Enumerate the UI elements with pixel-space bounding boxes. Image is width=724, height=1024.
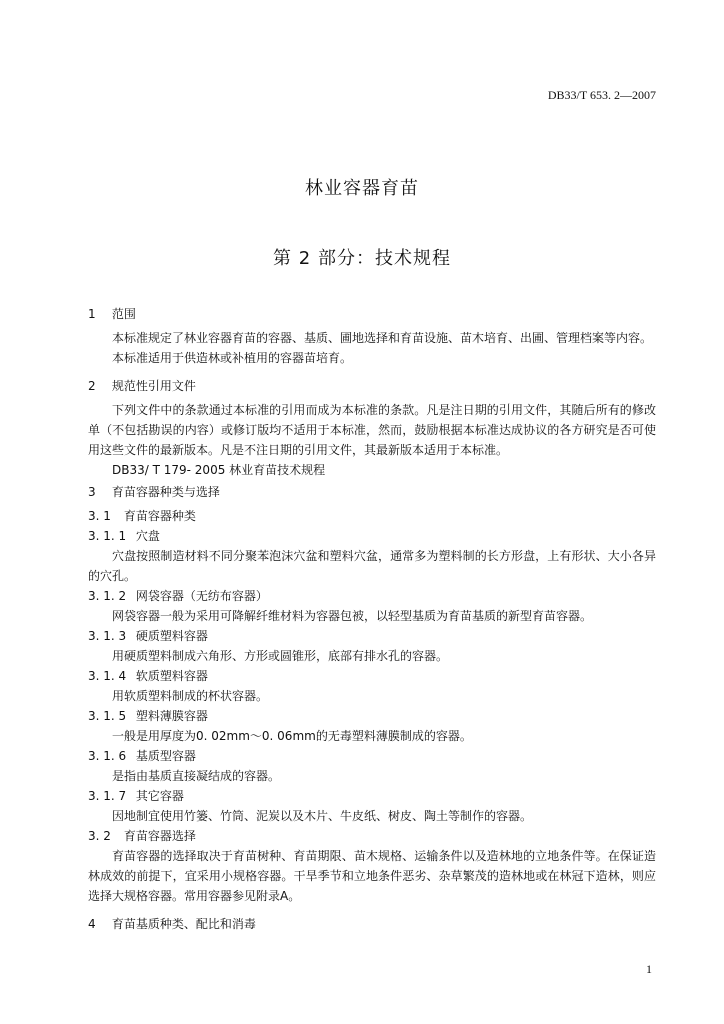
section-title: 育苗基质种类、配比和消毒 <box>111 917 256 931</box>
subsection-title: 塑料薄膜容器 <box>135 709 208 723</box>
subsection-heading <box>88 706 656 726</box>
section-heading-normative-references <box>88 376 656 396</box>
section-number: 3 <box>88 485 96 499</box>
paragraph: 是指由基质直接凝结成的容器。 <box>112 769 281 783</box>
section-number: 4 <box>88 917 96 931</box>
section-heading-container-types <box>88 482 656 502</box>
subsection-number: 3. 1. 5 <box>88 709 127 723</box>
subsection-number: 3. 1. 3 <box>88 629 127 643</box>
subsection-number: 3. 2 <box>88 829 111 843</box>
subsection-heading <box>88 746 656 766</box>
section-title: 范围 <box>111 307 136 321</box>
paragraph: 本标准适用于供造林或补植用的容器苗培育。 <box>112 351 353 365</box>
paragraph: 育苗容器的选择取决于育苗树种、育苗期限、苗木规格、运输条件以及造林地的立地条件等。在保证造林成效的前提下，宜采用小规格容器。干旱季节和立地条件恶劣、杂草繁茂的造林地或在林冠下造林，则应选择大规格容器。常用容器参见附录A。 <box>88 849 656 903</box>
document-title: 林业容器育苗 <box>305 178 419 199</box>
paragraph: 一般是用厚度为0. 02mm～0. 06mm的无毒塑料薄膜制成的容器。 <box>112 729 472 743</box>
subsection-number: 3. 1. 6 <box>88 749 127 763</box>
paragraph: 本标准规定了林业容器育苗的容器、基质、圃地选择和育苗设施、苗木培育、出圃、管理档案等内容。 <box>112 331 653 345</box>
subsection-heading <box>88 666 656 686</box>
standard-code: DB33/T 653. 2—2007 <box>547 88 656 102</box>
subsection-heading <box>88 506 656 526</box>
paragraph: 因地制宜使用竹篓、竹筒、泥炭以及木片、牛皮纸、树皮、陶土等制作的容器。 <box>112 809 533 823</box>
section-title: 育苗容器种类与选择 <box>111 485 220 499</box>
subsection-number: 3. 1. 4 <box>88 669 127 683</box>
subsection-heading <box>88 586 656 606</box>
subsection-number: 3. 1. 2 <box>88 589 127 603</box>
subsection-title: 基质型容器 <box>135 749 196 763</box>
subsection-title: 育苗容器选择 <box>123 829 196 843</box>
subsection-title: 硬质塑料容器 <box>135 629 208 643</box>
document-subtitle: 第 2 部分：技术规程 <box>273 248 451 269</box>
section-heading-scope <box>88 304 656 324</box>
subsection-title: 其它容器 <box>135 789 184 803</box>
page-number: 1 <box>646 962 652 976</box>
subsection-number: 3. 1. 1 <box>88 529 127 543</box>
subsection-heading <box>88 526 656 546</box>
section-number: 2 <box>88 379 96 393</box>
document-body <box>88 304 656 934</box>
subsection-title: 穴盘 <box>135 529 160 543</box>
section-title: 规范性引用文件 <box>111 379 196 393</box>
subsection-title: 网袋容器（无纺布容器） <box>135 589 268 603</box>
section-number: 1 <box>88 307 96 321</box>
reference-item: DB33/ T 179- 2005 林业育苗技术规程 <box>112 463 326 477</box>
paragraph: 下列文件中的条款通过本标准的引用而成为本标准的条款。凡是注日期的引用文件，其随后所有的修改单（不包括勘误的内容）或修订版均不适用于本标准，然而，鼓励根据本标准达成协议的各方研究是否可使用这些文件的最新版本。凡是不注日期的引用文件，其最新版本适用于本标准。 <box>88 403 656 457</box>
subsection-heading <box>88 826 656 846</box>
paragraph: 穴盘按照制造材料不同分聚苯泡沫穴盆和塑料穴盆，通常多为塑料制的长方形盘，上有形状、大小各异的穴孔。 <box>88 549 656 583</box>
subsection-number: 3. 1. 7 <box>88 789 127 803</box>
paragraph: 用硬质塑料制成六角形、方形或圆锥形，底部有排水孔的容器。 <box>112 649 449 663</box>
subsection-title: 软质塑料容器 <box>135 669 208 683</box>
subsection-heading <box>88 786 656 806</box>
paragraph: 网袋容器一般为采用可降解纤维材料为容器包被，以轻型基质为育苗基质的新型育苗容器。 <box>112 609 593 623</box>
paragraph: 用软质塑料制成的杯状容器。 <box>112 689 269 703</box>
subsection-number: 3. 1 <box>88 509 111 523</box>
subsection-title: 育苗容器种类 <box>123 509 196 523</box>
subsection-heading <box>88 626 656 646</box>
section-heading-substrate <box>88 914 656 934</box>
